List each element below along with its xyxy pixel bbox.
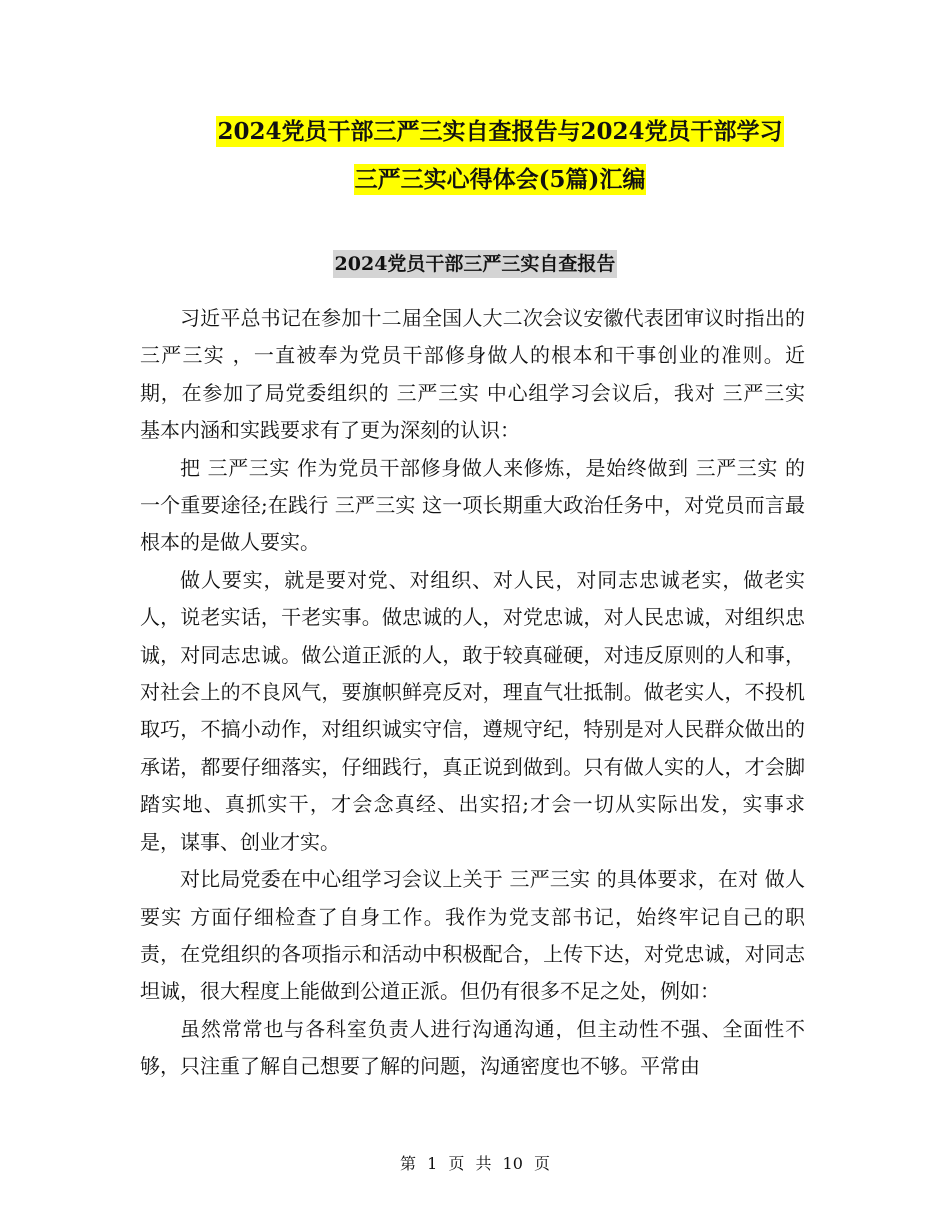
section-heading bbox=[0, 246, 950, 282]
title-highlight-2: 三严三实心得体会(5篇)汇编 bbox=[354, 166, 646, 193]
document-body bbox=[140, 300, 805, 1086]
document-title-line-2 bbox=[120, 156, 880, 204]
paragraph: 对比局党委在中心组学习会议上关于 三严三实 的具体要求，在对 做人要实 方面仔细检查了自身工作。我作为党支部书记，始终牢记自己的职责，在党组织的各项指示和活动中积极配合，上传下达，对党忠诚，对同志坦诚，很大程度上能做到公道正派。但仍有很多不足之处，例如： bbox=[140, 867, 805, 1004]
paragraph: 把 三严三实 作为党员干部修身做人来修炼，是始终做到 三严三实 的一个重要途径;在践行 三严三实 这一项长期重大政治任务中，对党员而言最根本的是做人要实。 bbox=[140, 455, 805, 555]
page-footer: 第 1 页 共 10 页 bbox=[400, 1154, 550, 1173]
section-heading-text: 2024党员干部三严三实自查报告 bbox=[333, 250, 618, 278]
document-title bbox=[120, 108, 880, 204]
document-title-line-1 bbox=[120, 108, 880, 156]
paragraph: 虽然常常也与各科室负责人进行沟通沟通，但主动性不强、全面性不够，只注重了解自己想要了解的问题，沟通密度也不够。平常由 bbox=[140, 1016, 805, 1079]
paragraph: 做人要实，就是要对党、对组织、对人民，对同志忠诚老实，做老实人，说老实话，干老实事。做忠诚的人，对党忠诚，对人民忠诚，对组织忠诚，对同志忠诚。做公道正派的人，敢于较真碰硬，对违反原则的人和事，对社会上的不良风气，要旗帜鲜亮反对，理直气壮抵制。做老实人，不投机取巧，不搞小动作，对组织诚实守信，遵规守纪，特别是对人民群众做出的承诺，都要仔细落实，仔细践行，真正说到做到。只有做人实的人，才会脚踏实地、真抓实干，才会念真经、出实招;才会一切从实际出发，实事求是，谋事、创业才实。 bbox=[140, 567, 805, 854]
paragraph: 习近平总书记在参加十二届全国人大二次会议安徽代表团审议时指出的 三严三实 ，一直被奉为党员干部修身做人的根本和干事创业的准则。近期，在参加了局党委组织的 三严三实 中心组学习会议后，我对 三严三实 基本内涵和实践要求有了更为深刻的认识： bbox=[140, 306, 805, 443]
title-highlight-1: 2024党员干部三严三实自查报告与2024党员干部学习 bbox=[217, 118, 783, 145]
